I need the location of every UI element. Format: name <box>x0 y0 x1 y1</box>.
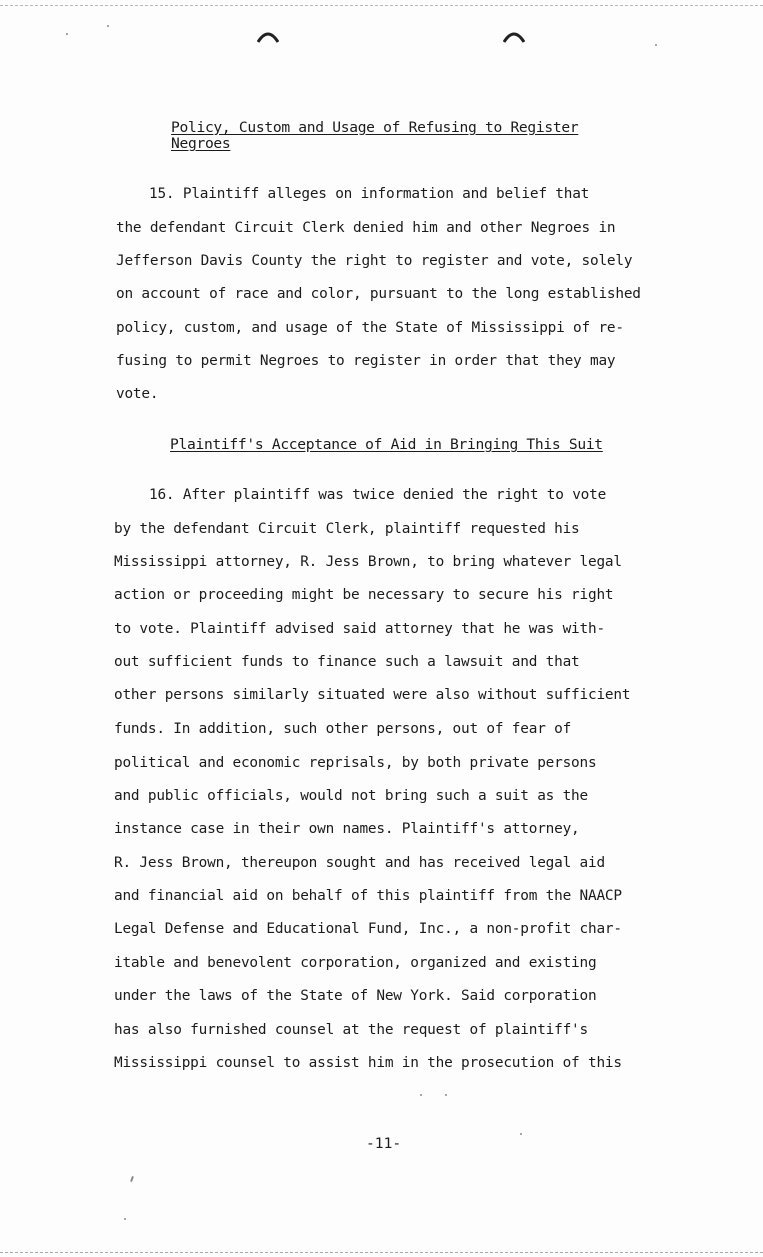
scan-speck <box>130 1176 134 1182</box>
paragraph-line: instance case in their own names. Plaintiff's attorney, <box>114 821 580 837</box>
paragraph-line: Jefferson Davis County the right to register and vote, solely <box>116 253 633 269</box>
paragraph-line: R. Jess Brown, thereupon sought and has received legal aid <box>114 855 605 871</box>
paragraph-line: itable and benevolent corporation, organized and existing <box>114 955 597 971</box>
paragraph-line: out sufficient funds to finance such a lawsuit and that <box>114 654 580 670</box>
paragraph-line: fusing to permit Negroes to register in order that they may <box>116 353 616 369</box>
page-top-edge <box>0 5 763 6</box>
scan-speck <box>124 1218 126 1220</box>
heading-line: Policy, Custom and Usage of Refusing to Register <box>171 119 579 136</box>
heading-line: Plaintiff's Acceptance of Aid in Bringing This Suit <box>170 436 603 453</box>
paragraph-line: and financial aid on behalf of this plaintiff from the NAACP <box>114 888 622 904</box>
scan-speck <box>655 44 657 46</box>
paragraph-line: Legal Defense and Educational Fund, Inc., a non-profit char- <box>114 921 622 937</box>
heading-line: Negroes <box>171 135 231 152</box>
scan-speck <box>420 1094 422 1096</box>
scan-speck <box>445 1094 447 1096</box>
scan-speck <box>66 33 68 35</box>
paragraph-line: the defendant Circuit Clerk denied him and other Negroes in <box>116 220 616 236</box>
paragraph-line: on account of race and color, pursuant to the long established <box>116 286 641 302</box>
paragraph-line: 15. Plaintiff alleges on information and belief that <box>149 186 590 202</box>
paragraph-line: funds. In addition, such other persons, out of fear of <box>114 721 572 737</box>
paragraph-line: Mississippi counsel to assist him in the prosecution of this <box>114 1055 622 1071</box>
paragraph-line: has also furnished counsel at the request of plaintiff's <box>114 1022 588 1038</box>
paragraph-line: and public officials, would not bring such a suit as the <box>114 788 588 804</box>
page-number: -11- <box>366 1135 402 1152</box>
paragraph-line: policy, custom, and usage of the State of Mississippi of re- <box>116 320 624 336</box>
paragraph-line: by the defendant Circuit Clerk, plaintiff requested his <box>114 521 580 537</box>
scan-speck <box>520 1133 522 1135</box>
paragraph-line: action or proceeding might be necessary to secure his right <box>114 587 614 603</box>
paragraph-line: political and economic reprisals, by both private persons <box>114 755 597 771</box>
scan-speck <box>107 25 109 27</box>
paragraph-line: vote. <box>116 386 159 402</box>
paragraph-line: under the laws of the State of New York. Said corporation <box>114 988 597 1004</box>
page-bottom-edge <box>0 1252 763 1253</box>
section-heading-acceptance-of-aid <box>170 437 603 453</box>
binder-hole-right-icon <box>503 28 525 44</box>
paragraph-line: 16. After plaintiff was twice denied the right to vote <box>149 487 607 503</box>
paragraph-line: Mississippi attorney, R. Jess Brown, to bring whatever legal <box>114 554 622 570</box>
binder-hole-left-icon <box>257 28 279 44</box>
paragraph-line: to vote. Plaintiff advised said attorney that he was with- <box>114 621 605 637</box>
section-heading-policy <box>171 120 578 152</box>
paragraph-line: other persons similarly situated were also without sufficient <box>114 687 631 703</box>
